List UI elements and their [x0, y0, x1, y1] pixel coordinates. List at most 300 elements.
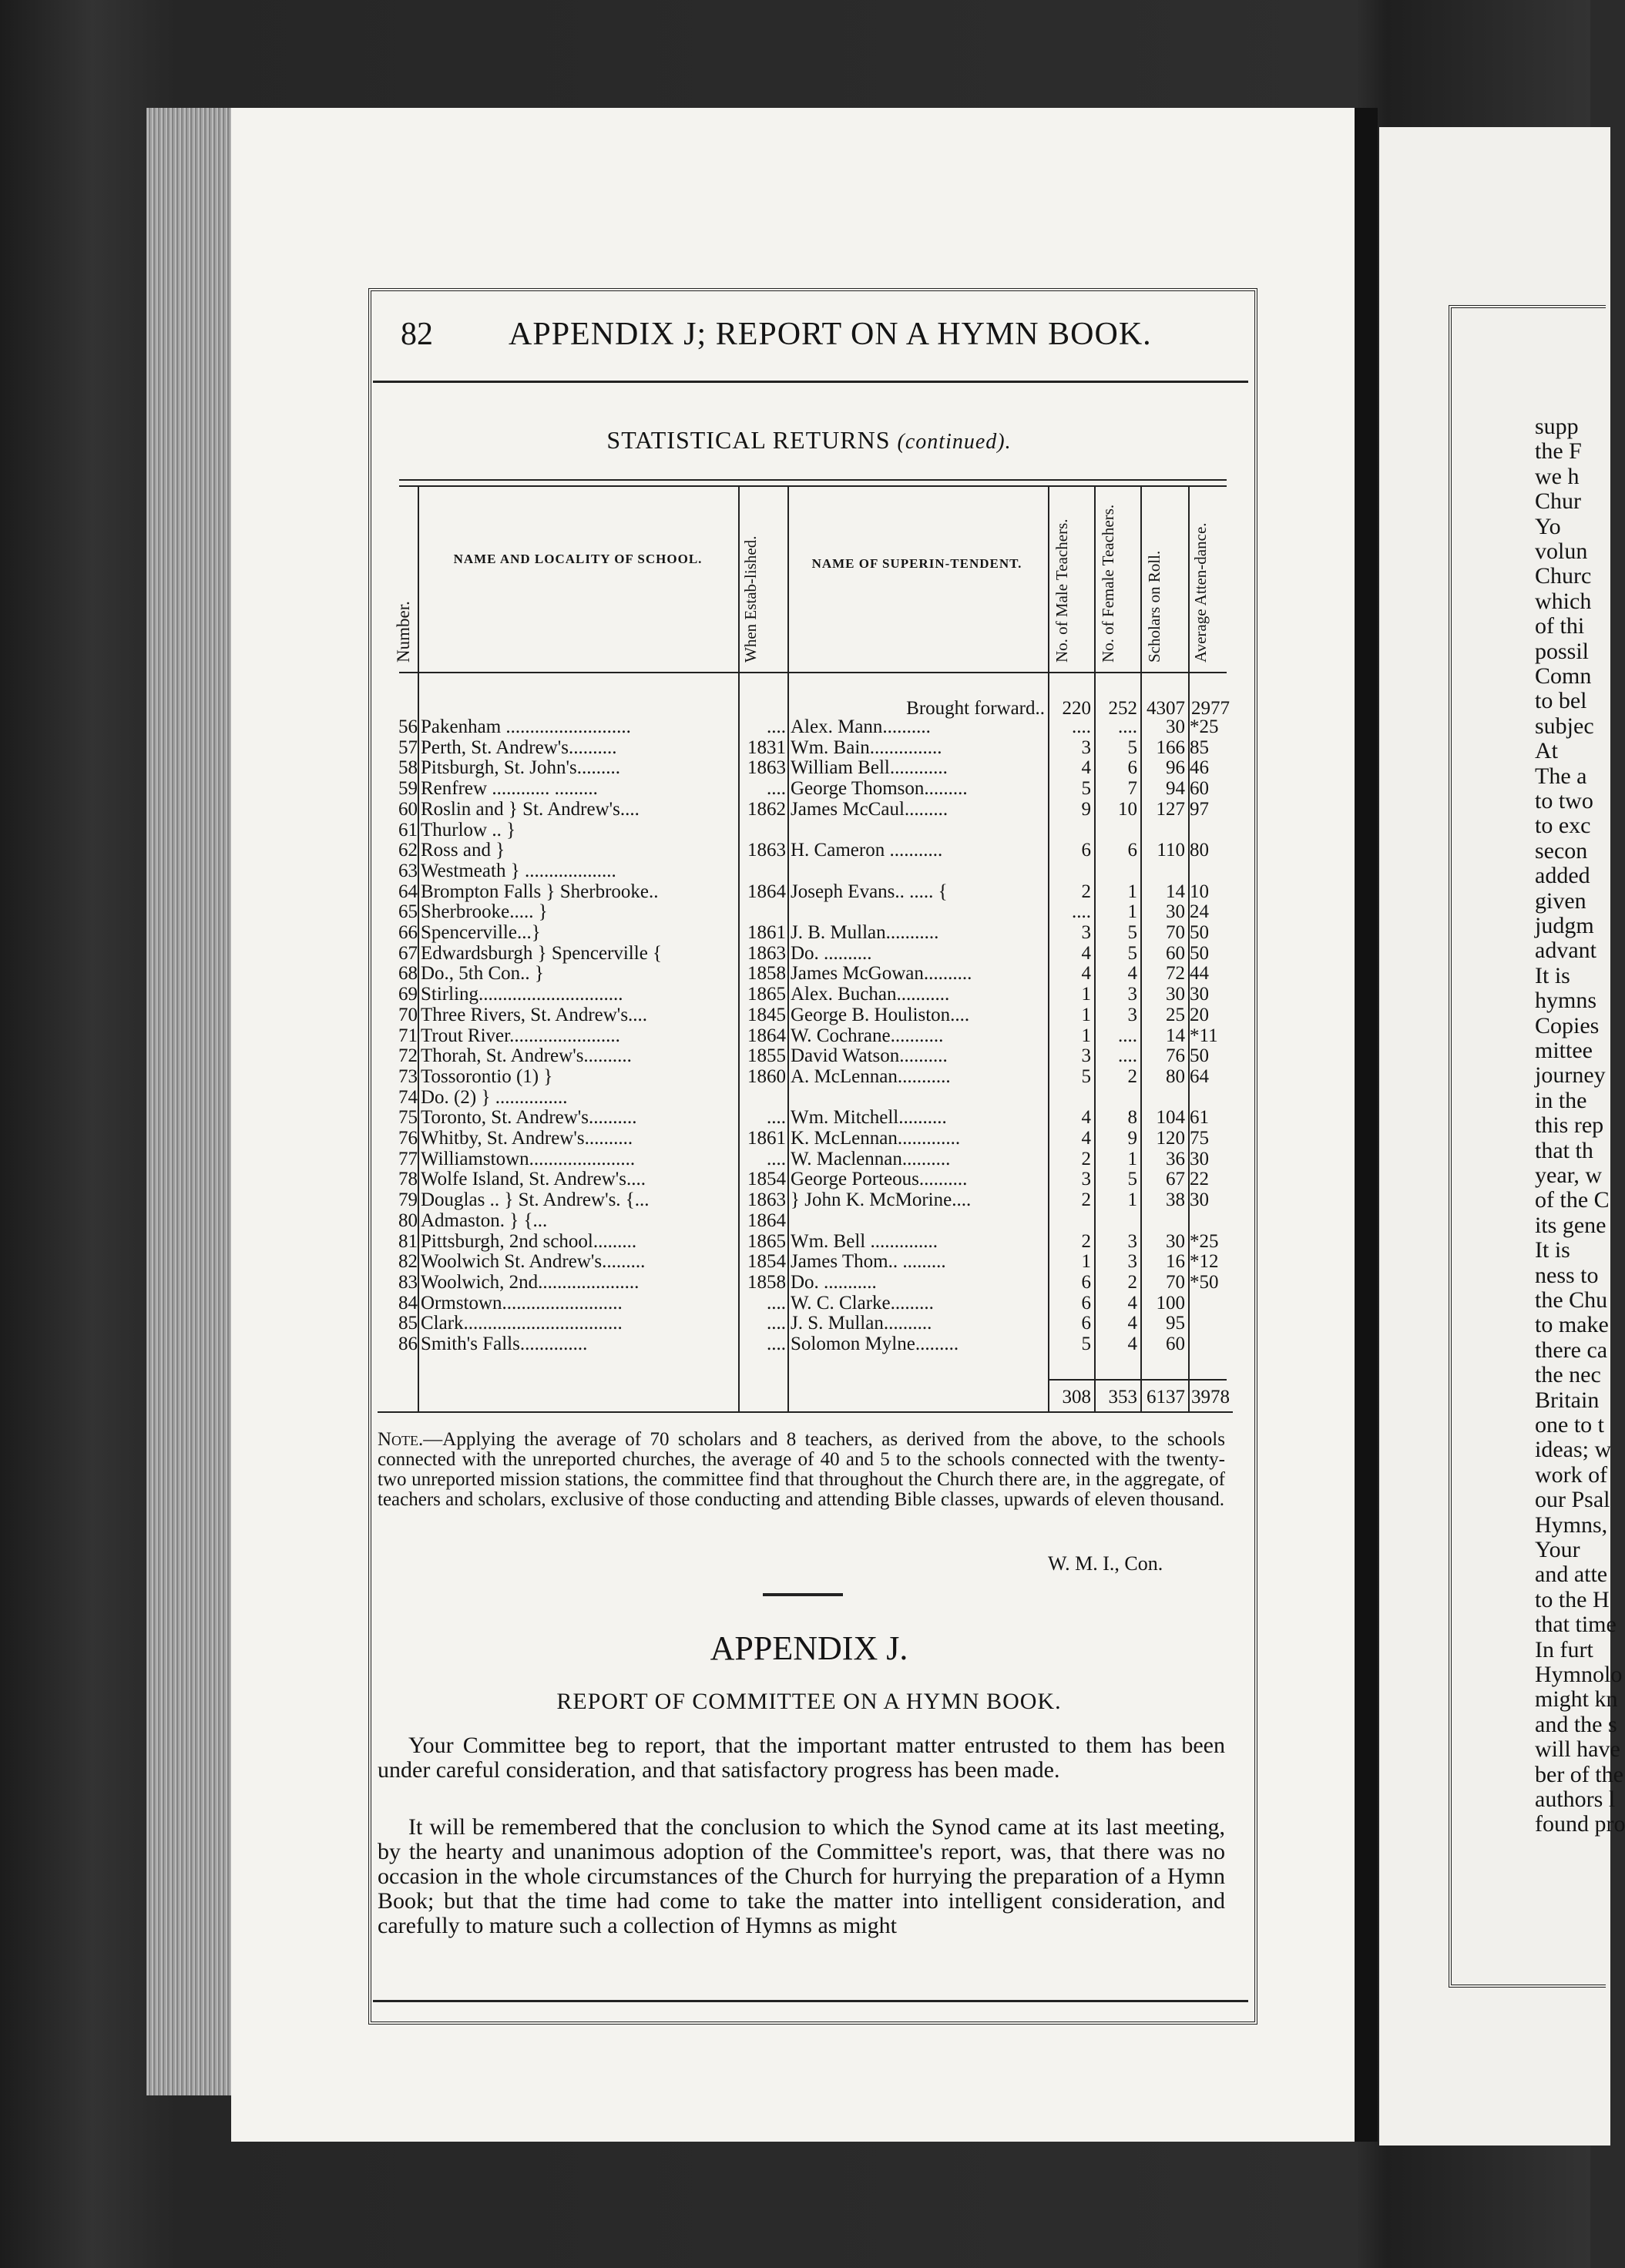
- table-cell-name: Trout River.......................: [421, 1025, 620, 1046]
- table-cell-f: 1: [1127, 1189, 1137, 1211]
- table-cell-m: 3: [1081, 736, 1091, 758]
- total-scholars: 6137: [1147, 1387, 1185, 1407]
- table-cell-s: 70: [1166, 1271, 1185, 1293]
- table-cell-name: Thurlow .. }: [421, 819, 516, 840]
- table-cell-a: 46: [1190, 757, 1209, 779]
- table-cell-a: 44: [1190, 963, 1209, 985]
- right-page-line: ness to: [1535, 1262, 1599, 1288]
- right-page-line: subjec: [1535, 713, 1594, 739]
- right-page-line: that time: [1535, 1612, 1617, 1638]
- table-cell-n: 63: [398, 860, 418, 881]
- table-cell-m: 4: [1081, 1128, 1091, 1149]
- table-cell-n: 70: [398, 1004, 418, 1025]
- right-page-line: judgm: [1535, 913, 1594, 938]
- table-cell-year: 1854: [747, 1169, 786, 1190]
- table-cell-s: 60: [1166, 942, 1185, 964]
- table-cell-s: 70: [1166, 922, 1185, 943]
- table-cell-f: 3: [1127, 1004, 1137, 1025]
- table-cell-name: Woolwich St. Andrew's.........: [421, 1251, 646, 1273]
- table-cell-n: 65: [398, 901, 418, 923]
- header-female-teachers: No. of Female Teachers.: [1099, 504, 1117, 663]
- table-cell-name: Westmeath } ...................: [421, 860, 616, 881]
- table-cell-s: 166: [1156, 736, 1185, 758]
- right-page-line: and the s: [1535, 1711, 1617, 1737]
- table-cell-name: Toronto, St. Andrew's..........: [421, 1107, 637, 1129]
- table-cell-sup: W. Cochrane...........: [791, 1025, 944, 1046]
- table-cell-name: Pakenham ..........................: [421, 716, 631, 737]
- table-cell-sup: James McCaul.........: [791, 798, 948, 820]
- table-cell-s: 30: [1166, 1230, 1185, 1252]
- table-cell-name: Williamstown......................: [421, 1148, 636, 1169]
- header-male-teachers: No. of Male Teachers.: [1053, 518, 1071, 663]
- right-page-line: Britain: [1535, 1387, 1600, 1413]
- right-page-line: of the C: [1535, 1187, 1610, 1213]
- table-cell-sup: W. C. Clarke.........: [791, 1292, 934, 1313]
- header-attendance: Average Atten-dance.: [1191, 522, 1210, 663]
- table-cell-m: 2: [1081, 881, 1091, 902]
- right-page-line: to two: [1535, 788, 1593, 814]
- right-page-line: found pro: [1535, 1811, 1625, 1837]
- table-cell-f: 5: [1127, 736, 1137, 758]
- right-page-line: At: [1535, 738, 1558, 764]
- table-cell-a: 20: [1190, 1004, 1209, 1025]
- table-cell-f: 2: [1127, 1065, 1137, 1087]
- table-cell-name: Pittsburgh, 2nd school.........: [421, 1230, 637, 1252]
- right-page-line: secon: [1535, 837, 1588, 864]
- section-title: [378, 426, 1241, 455]
- table-cell-m: 3: [1081, 922, 1091, 943]
- table-cell-name: Clark.................................: [421, 1313, 623, 1334]
- table-cell-a: *25: [1190, 1230, 1219, 1252]
- right-page-line: which: [1535, 588, 1592, 614]
- page-number: 82: [401, 317, 433, 352]
- total-male: 308: [1062, 1387, 1091, 1407]
- note-label: Note.: [378, 1429, 424, 1450]
- table-cell-s: 95: [1166, 1313, 1185, 1334]
- table-cell-name: Wolfe Island, St. Andrew's....: [421, 1169, 646, 1190]
- table-cell-m: 6: [1081, 1271, 1091, 1293]
- right-page-line: It is: [1535, 1237, 1570, 1263]
- table-cell-year: 1865: [747, 984, 786, 1005]
- right-page-line: mittee: [1535, 1038, 1593, 1063]
- table-cell-name: Edwardsburgh } Spencerville {: [421, 942, 663, 964]
- table-cell-year: 1864: [747, 1209, 786, 1231]
- table-cell-year: ....: [767, 1148, 786, 1169]
- table-cell-f: 7: [1127, 778, 1137, 800]
- table-cell-name: Admaston. } {...: [421, 1209, 548, 1231]
- table-cell-n: 82: [398, 1251, 418, 1273]
- table-cell-n: 83: [398, 1271, 418, 1293]
- table-cell-n: 71: [398, 1025, 418, 1046]
- table-cell-n: 61: [398, 819, 418, 840]
- table-cell-a: *50: [1190, 1271, 1219, 1293]
- table-cell-m: 4: [1081, 1107, 1091, 1129]
- table-cell-s: 96: [1166, 757, 1185, 779]
- table-cell-sup: J. B. Mullan...........: [791, 922, 939, 943]
- right-page-line: Churc: [1535, 563, 1592, 589]
- table-cell-year: 1863: [747, 840, 786, 861]
- table-cell-a: 60: [1190, 778, 1209, 800]
- right-page-line: The a: [1535, 763, 1587, 789]
- table-cell-name: Whitby, St. Andrew's..........: [421, 1128, 633, 1149]
- table-cell-m: 4: [1081, 963, 1091, 985]
- right-page-line: the Chu: [1535, 1287, 1608, 1313]
- table-cell-sup: Wm. Mitchell..........: [791, 1107, 947, 1129]
- right-page-line: work of: [1535, 1461, 1608, 1488]
- table-cell-year: 1864: [747, 1025, 786, 1046]
- right-page-line: that th: [1535, 1137, 1593, 1163]
- table-cell-sup: Wm. Bain...............: [791, 736, 942, 758]
- table-cell-m: 9: [1081, 798, 1091, 820]
- appendix-subtitle: REPORT OF COMMITTEE ON A HYMN BOOK.: [556, 1689, 1062, 1714]
- table-cell-m: 6: [1081, 840, 1091, 861]
- table-cell-name: Roslin and } St. Andrew's....: [421, 798, 640, 820]
- table-cell-n: 68: [398, 963, 418, 985]
- table-cell-name: Smith's Falls..............: [421, 1334, 588, 1354]
- table-cell-a: 50: [1190, 1045, 1209, 1067]
- table-cell-s: 94: [1166, 778, 1185, 800]
- table-cell-name: Do. (2) } ...............: [421, 1086, 568, 1108]
- table-cell-n: 74: [398, 1086, 418, 1108]
- table-cell-s: 100: [1156, 1292, 1185, 1313]
- brought-forward-male: 220: [1062, 698, 1091, 719]
- table-cell-f: 10: [1118, 798, 1137, 820]
- right-page-line: year, w: [1535, 1163, 1603, 1188]
- total-female: 353: [1108, 1387, 1137, 1407]
- table-cell-a: 24: [1190, 901, 1209, 923]
- table-cell-n: 58: [398, 757, 418, 779]
- table-cell-a: 22: [1190, 1169, 1209, 1190]
- table-cell-m: 4: [1081, 942, 1091, 964]
- table-cell-name: Three Rivers, St. Andrew's....: [421, 1004, 648, 1025]
- table-cell-n: 81: [398, 1230, 418, 1252]
- table-cell-m: 1: [1081, 1251, 1091, 1273]
- table-cell-m: 1: [1081, 1025, 1091, 1046]
- table-cell-year: 1863: [747, 1189, 786, 1211]
- table-cell-n: 86: [398, 1334, 418, 1354]
- table-cell-year: 1863: [747, 757, 786, 779]
- table-cell-name: Perth, St. Andrew's..........: [421, 736, 617, 758]
- table-cell-s: 36: [1166, 1148, 1185, 1169]
- right-page-line: there ca: [1535, 1337, 1608, 1363]
- table-cell-n: 64: [398, 881, 418, 902]
- brought-forward-text: Brought forward..: [906, 698, 1045, 719]
- table-cell-n: 76: [398, 1128, 418, 1149]
- table-cell-f: 2: [1127, 1271, 1137, 1293]
- table-cell-a: 50: [1190, 922, 1209, 943]
- table-cell-sup: Do. ...........: [791, 1271, 877, 1293]
- table-cell-f: 8: [1127, 1107, 1137, 1129]
- right-page-line: of thi: [1535, 613, 1585, 639]
- table-cell-m: 6: [1081, 1313, 1091, 1334]
- table-cell-s: 30: [1166, 716, 1185, 737]
- foot-rule: [373, 2000, 1248, 2002]
- table-cell-m: ....: [1072, 901, 1091, 923]
- table-cell-m: 3: [1081, 1045, 1091, 1067]
- table-cell-f: 3: [1127, 1230, 1137, 1252]
- table-cell-sup: Alex. Mann..........: [791, 716, 931, 737]
- right-page-line: It is: [1535, 962, 1570, 988]
- table-cell-year: 1865: [747, 1230, 786, 1252]
- table-cell-a: 30: [1190, 1148, 1209, 1169]
- book-gutter: [1355, 108, 1378, 2142]
- table-cell-s: 25: [1166, 1004, 1185, 1025]
- table-cell-m: 1: [1081, 984, 1091, 1005]
- right-page-line: advant: [1535, 938, 1596, 964]
- table-cell-year: 1860: [747, 1065, 786, 1087]
- table-cell-m: 3: [1081, 1169, 1091, 1190]
- table-cell-a: *12: [1190, 1251, 1219, 1273]
- table-cell-n: 85: [398, 1313, 418, 1334]
- right-page-line: possil: [1535, 638, 1590, 664]
- table-cell-n: 80: [398, 1209, 418, 1231]
- table-cell-a: *11: [1190, 1025, 1218, 1046]
- table-cell-year: ....: [767, 716, 786, 737]
- right-page-line: might kn: [1535, 1686, 1618, 1713]
- note-text: —Applying the average of 70 scholars and 8 teachers, as derived from the above, to the schools connected with the unreported churches, the average of 40 and 5 to the schools connected with the twenty-two unreported mission stations, the committee find that throughout the Church there are, in the aggregate, of teachers and scholars, exclusive of those conducting and attending Bible classes, upwards of eleven thousand.: [378, 1429, 1225, 1510]
- table-cell-year: 1858: [747, 1271, 786, 1293]
- header-scholars: Scholars on Roll.: [1145, 550, 1163, 663]
- table-cell-a: 85: [1190, 736, 1209, 758]
- table-cell-a: 64: [1190, 1065, 1209, 1087]
- table-cell-sup: George Porteous..........: [791, 1169, 968, 1190]
- table-cell-n: 72: [398, 1045, 418, 1067]
- right-page-line: to the H: [1535, 1586, 1610, 1612]
- table-cell-f: 6: [1127, 757, 1137, 779]
- table-cell-n: 79: [398, 1189, 418, 1211]
- table-cell-n: 77: [398, 1148, 418, 1169]
- table-note: [378, 1430, 1225, 1510]
- table-top-rule-2: [399, 485, 1227, 487]
- table-cell-m: ....: [1072, 716, 1091, 737]
- table-cell-f: 4: [1127, 963, 1137, 985]
- header-number: Number.: [394, 601, 413, 663]
- table-cell-s: 30: [1166, 984, 1185, 1005]
- table-cell-sup: K. McLennan.............: [791, 1128, 961, 1149]
- table-cell-sup: David Watson..........: [791, 1045, 948, 1067]
- table-cell-sup: James McGowan..........: [791, 963, 972, 985]
- table-cell-m: 2: [1081, 1230, 1091, 1252]
- right-page-line: journey: [1535, 1062, 1606, 1089]
- table-cell-sup: George Thomson.........: [791, 778, 968, 800]
- table-top-rule: [399, 479, 1227, 481]
- table-cell-s: 38: [1166, 1189, 1185, 1211]
- right-page-line: and atte: [1535, 1562, 1608, 1588]
- table-cell-f: 5: [1127, 942, 1137, 964]
- header-name: NAME AND LOCALITY OF SCHOOL.: [453, 552, 703, 566]
- right-page-line: Yo: [1535, 513, 1561, 539]
- table-cell-m: 5: [1081, 1334, 1091, 1354]
- table-cell-n: 59: [398, 778, 418, 800]
- table-cell-year: 1831: [747, 736, 786, 758]
- header-established: When Estab-lished.: [741, 535, 760, 663]
- table-cell-s: 14: [1166, 1025, 1185, 1046]
- section-title-continued: (continued).: [897, 430, 1012, 454]
- right-page-line: added: [1535, 863, 1590, 889]
- table-cell-year: 1861: [747, 1128, 786, 1149]
- table-cell-s: 72: [1166, 963, 1185, 985]
- table-cell-sup: A. McLennan...........: [791, 1065, 951, 1087]
- table-cell-name: Pitsburgh, St. John's.........: [421, 757, 620, 779]
- table-cell-name: Tossorontio (1) }: [421, 1065, 553, 1087]
- right-page-line: Chur: [1535, 488, 1581, 515]
- right-page-line: to exc: [1535, 813, 1591, 839]
- totals-rule: [1048, 1379, 1227, 1381]
- header-superintendent: NAME OF SUPERIN-TENDENT.: [811, 556, 1022, 571]
- table-cell-year: ....: [767, 1313, 786, 1334]
- table-cell-f: 4: [1127, 1292, 1137, 1313]
- table-cell-n: 69: [398, 984, 418, 1005]
- table-cell-name: Ross and }: [421, 840, 505, 861]
- table-cell-f: 4: [1127, 1334, 1137, 1354]
- table-cell-year: 1861: [747, 922, 786, 943]
- table-cell-a: *25: [1190, 716, 1219, 737]
- table-cell-n: 75: [398, 1107, 418, 1129]
- table-cell-s: 127: [1156, 798, 1185, 820]
- table-cell-n: 73: [398, 1065, 418, 1087]
- table-cell-f: ....: [1118, 716, 1137, 737]
- right-page-line: its gene: [1535, 1212, 1607, 1238]
- table-cell-name: Spencerville...}: [421, 922, 541, 943]
- right-page-line: authors l: [1535, 1787, 1616, 1812]
- table-cell-sup: Joseph Evans.. ..... {: [791, 881, 948, 902]
- brought-forward-label: [794, 698, 1045, 719]
- right-page-line: ber of the: [1535, 1761, 1623, 1787]
- right-page-line: In furt: [1535, 1636, 1593, 1662]
- brought-forward-attendance: 2977: [1191, 698, 1230, 719]
- table-cell-name: Stirling..............................: [421, 984, 623, 1005]
- table-cell-name: Ormstown.........................: [421, 1292, 623, 1313]
- appendix-title: APPENDIX J.: [710, 1629, 908, 1667]
- right-page-line: we h: [1535, 463, 1580, 489]
- table-cell-f: 3: [1127, 1251, 1137, 1273]
- table-cell-name: Thorah, St. Andrew's..........: [421, 1045, 632, 1067]
- table-cell-name: Brompton Falls } Sherbrooke..: [421, 881, 659, 902]
- right-page-line: the F: [1535, 438, 1582, 465]
- table-cell-n: 57: [398, 736, 418, 758]
- running-title: APPENDIX J; REPORT ON A HYMN BOOK.: [509, 317, 1152, 352]
- table-cell-f: 3: [1127, 984, 1137, 1005]
- table-cell-sup: Wm. Bell ..............: [791, 1230, 938, 1252]
- table-cell-m: 2: [1081, 1148, 1091, 1169]
- right-page-line: to make: [1535, 1312, 1609, 1338]
- col-divider-1: [418, 487, 419, 1411]
- table-cell-m: 2: [1081, 1189, 1091, 1211]
- right-page-line: in the: [1535, 1087, 1587, 1113]
- table-cell-s: 80: [1166, 1065, 1185, 1087]
- table-cell-sup: George B. Houliston....: [791, 1004, 970, 1025]
- table-cell-sup: James Thom.. .........: [791, 1251, 946, 1273]
- table-cell-f: 9: [1127, 1128, 1137, 1149]
- table-cell-a: 75: [1190, 1128, 1209, 1149]
- right-page-line: to bel: [1535, 688, 1587, 714]
- table-cell-sup: H. Cameron ...........: [791, 840, 943, 861]
- table-cell-s: 76: [1166, 1045, 1185, 1067]
- short-divider: [763, 1593, 843, 1596]
- table-cell-a: 97: [1190, 798, 1209, 820]
- table-cell-s: 14: [1166, 881, 1185, 902]
- table-cell-n: 62: [398, 840, 418, 861]
- table-cell-n: 66: [398, 922, 418, 943]
- col-divider-5: [1094, 487, 1096, 1411]
- table-cell-n: 84: [398, 1292, 418, 1313]
- table-cell-sup: W. Maclennan..........: [791, 1148, 951, 1169]
- table-cell-sup: J. S. Mullan..........: [791, 1313, 932, 1334]
- table-cell-f: 1: [1127, 901, 1137, 923]
- running-head: [401, 316, 1241, 370]
- table-cell-a: 30: [1190, 984, 1209, 1005]
- head-rule: [373, 381, 1248, 383]
- table-cell-m: 5: [1081, 778, 1091, 800]
- section-title-text: STATISTICAL RETURNS: [606, 426, 891, 454]
- table-cell-sup: Do. ..........: [791, 942, 872, 964]
- note-signature: W. M. I., Con.: [1048, 1552, 1163, 1575]
- table-cell-n: 60: [398, 798, 418, 820]
- table-cell-a: 10: [1190, 881, 1209, 902]
- right-page-line: one to t: [1535, 1412, 1604, 1438]
- table-cell-a: 50: [1190, 942, 1209, 964]
- right-page-line: Hymnolo: [1535, 1662, 1623, 1687]
- table-cell-name: Renfrew ............ .........: [421, 778, 598, 800]
- table-cell-sup: Solomon Mylne.........: [791, 1334, 959, 1354]
- table-cell-year: 1863: [747, 942, 786, 964]
- col-divider-4: [1048, 487, 1049, 1411]
- table-cell-s: 60: [1166, 1334, 1185, 1354]
- table-cell-m: 4: [1081, 757, 1091, 779]
- right-page-line: our Psal: [1535, 1487, 1610, 1513]
- right-page-line: Copies: [1535, 1012, 1600, 1038]
- table-cell-f: 1: [1127, 1148, 1137, 1169]
- table-cell-sup: Alex. Buchan...........: [791, 984, 950, 1005]
- brought-forward-female: 252: [1108, 698, 1137, 719]
- table-cell-s: 16: [1166, 1251, 1185, 1273]
- right-page-line: given: [1535, 887, 1586, 914]
- table-cell-year: 1855: [747, 1045, 786, 1067]
- table-cell-f: 5: [1127, 1169, 1137, 1190]
- table-cell-s: 67: [1166, 1169, 1185, 1190]
- table-cell-name: Sherbrooke..... }: [421, 901, 548, 923]
- col-divider-3: [787, 487, 789, 1411]
- table-cell-year: 1864: [747, 881, 786, 902]
- table-cell-s: 104: [1156, 1107, 1185, 1129]
- table-cell-year: ....: [767, 1107, 786, 1129]
- table-cell-n: 56: [398, 716, 418, 737]
- right-page-line: Hymns,: [1535, 1511, 1608, 1538]
- table-cell-f: ....: [1118, 1025, 1137, 1046]
- table-cell-sup: } John K. McMorine....: [791, 1189, 972, 1211]
- table-cell-a: 30: [1190, 1189, 1209, 1211]
- right-page-line: hymns: [1535, 988, 1597, 1014]
- table-cell-year: ....: [767, 1334, 786, 1354]
- right-page-line: volun: [1535, 538, 1588, 564]
- table-cell-year: ....: [767, 1292, 786, 1313]
- table-cell-name: Do., 5th Con.. }: [421, 963, 544, 985]
- table-cell-s: 120: [1156, 1128, 1185, 1149]
- table-cell-year: 1845: [747, 1004, 786, 1025]
- table-cell-f: 5: [1127, 922, 1137, 943]
- header-bottom-rule: [399, 672, 1227, 673]
- table-cell-a: 80: [1190, 840, 1209, 861]
- appendix-paragraph-1: Your Committee beg to report, that the important matter entrusted to them has been under careful consideration, and that satisfactory progress has been made.: [378, 1733, 1225, 1783]
- right-page-line: ideas; w: [1535, 1437, 1612, 1463]
- right-page-line: will have: [1535, 1736, 1620, 1763]
- table-cell-s: 30: [1166, 901, 1185, 923]
- table-cell-name: Woolwich, 2nd.....................: [421, 1271, 640, 1293]
- right-page-line: this rep: [1535, 1112, 1604, 1139]
- table-cell-m: 5: [1081, 1065, 1091, 1087]
- table-cell-a: 61: [1190, 1107, 1209, 1129]
- table-cell-year: 1858: [747, 963, 786, 985]
